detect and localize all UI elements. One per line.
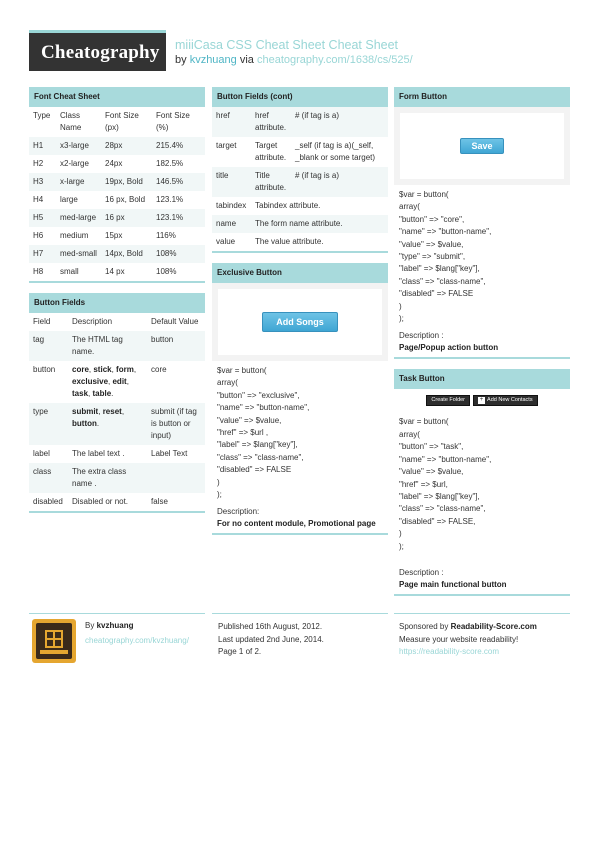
cell: submit, reset, button. bbox=[68, 403, 147, 445]
description-label: Description : bbox=[399, 331, 444, 341]
exclusive-button-section bbox=[212, 263, 388, 535]
table-header: Field bbox=[33, 317, 51, 326]
cell: large bbox=[60, 195, 78, 204]
description-value: For no content module, Promotional page bbox=[217, 519, 376, 529]
table-row bbox=[29, 137, 205, 155]
save-button[interactable]: Save bbox=[460, 138, 504, 154]
task-button-section bbox=[394, 369, 570, 595]
cell: _self (if tag is a)(_self, _blank or some target) bbox=[295, 141, 376, 162]
cell: type bbox=[29, 403, 68, 445]
table-row bbox=[29, 227, 205, 245]
table-row bbox=[29, 173, 205, 191]
description-value: Page main functional button bbox=[399, 579, 507, 589]
cell: class bbox=[29, 463, 68, 493]
cell bbox=[147, 463, 205, 493]
table-header: Font Size (px) bbox=[105, 111, 139, 132]
cell: The form name attribute. bbox=[251, 215, 388, 233]
cell: x2-large bbox=[60, 159, 89, 168]
table-row bbox=[212, 107, 388, 137]
cell: 146.5% bbox=[152, 173, 205, 191]
cell: Title attribute. bbox=[251, 167, 291, 197]
font-cheat-sheet-section bbox=[29, 87, 205, 283]
cell: x-large bbox=[56, 173, 101, 191]
cell: target bbox=[216, 141, 237, 150]
cell: core, stick, form, exclusive, edit, task, table. bbox=[72, 365, 137, 398]
table-row bbox=[29, 331, 205, 361]
table-row bbox=[29, 361, 205, 403]
footer-publish-info: Published 16th August, 2012. Last updated 2nd June, 2014. Page 1 of 2. bbox=[218, 622, 324, 656]
cell: 15px bbox=[105, 231, 123, 240]
cell: 123.1% bbox=[152, 209, 205, 227]
cell: tag bbox=[29, 331, 68, 361]
cell: false bbox=[151, 497, 168, 506]
cell: # (if tag is a) bbox=[291, 167, 388, 197]
cell: 14 px bbox=[105, 267, 125, 276]
cell: Tabindex attribute. bbox=[255, 201, 321, 210]
font-table bbox=[29, 107, 205, 281]
description-value: Page/Popup action button bbox=[399, 343, 499, 353]
cell: 215.4% bbox=[152, 137, 205, 155]
section-title: Font Cheat Sheet bbox=[29, 87, 205, 107]
sheet-link[interactable]: cheatography.com/1638/cs/525/ bbox=[256, 54, 413, 66]
code-block: $var = button( array( "button" => "task", "name" => "button-name", "value" => $value, "href" => $url, "label" => $lang["key"], "class" => "class-name", "disabled" => FALSE, ) ); bbox=[399, 417, 492, 551]
table-row bbox=[29, 209, 205, 227]
table-row bbox=[29, 403, 205, 445]
create-folder-button[interactable]: Create Folder bbox=[426, 395, 470, 406]
button-demo bbox=[394, 389, 570, 412]
table-header: Type bbox=[33, 111, 51, 120]
table-header: Class Name bbox=[60, 111, 82, 132]
cell: href bbox=[212, 107, 251, 137]
cell: 24px bbox=[105, 159, 123, 168]
cell: H2 bbox=[33, 159, 44, 168]
table-header-row bbox=[29, 313, 205, 331]
table-row bbox=[29, 263, 205, 281]
table-row bbox=[29, 155, 205, 173]
table-header: Description bbox=[72, 317, 113, 326]
table-row bbox=[29, 493, 205, 511]
cell: name bbox=[212, 215, 251, 233]
section-title: Form Button bbox=[394, 87, 570, 107]
byline-by: by bbox=[175, 54, 187, 66]
cell: H1 bbox=[29, 137, 56, 155]
footer-divider bbox=[29, 613, 205, 614]
author-link[interactable]: kvzhuang bbox=[189, 54, 237, 66]
footer-sponsor: Sponsored by Readability-Score.com Measure your website readability! https://readability-score.com bbox=[399, 621, 537, 659]
cell: Target attribute. bbox=[255, 141, 287, 162]
table-row bbox=[212, 233, 388, 251]
section-title: Exclusive Button bbox=[212, 263, 388, 283]
table-row bbox=[212, 137, 388, 167]
form-button-section bbox=[394, 87, 570, 359]
sponsor-name[interactable]: Readability-Score.com bbox=[450, 622, 537, 631]
column-1 bbox=[29, 87, 205, 523]
table-row bbox=[29, 463, 205, 493]
cell: 19px, Bold bbox=[101, 173, 152, 191]
footer-divider bbox=[212, 613, 388, 614]
cell: Label Text bbox=[151, 449, 188, 458]
cell: small bbox=[60, 267, 79, 276]
button-demo bbox=[394, 107, 570, 185]
cell: The HTML tag name. bbox=[68, 331, 147, 361]
byline bbox=[175, 54, 413, 66]
table-row bbox=[212, 197, 388, 215]
cell: x3-large bbox=[56, 137, 101, 155]
cell: button bbox=[147, 331, 205, 361]
button-fields-section bbox=[29, 293, 205, 513]
table-header-row bbox=[29, 107, 205, 137]
author-avatar[interactable] bbox=[32, 619, 76, 663]
column-3 bbox=[394, 87, 570, 606]
page-title: miiiCasa CSS Cheat Sheet Cheat Sheet bbox=[175, 38, 399, 52]
cell: href attribute. bbox=[251, 107, 291, 137]
cell: The extra class name . bbox=[68, 463, 147, 493]
plus-icon: + bbox=[479, 396, 484, 403]
cell: 16 px, Bold bbox=[105, 195, 146, 204]
byline-via: via bbox=[239, 54, 254, 66]
cell: 16 px bbox=[101, 209, 152, 227]
table-row bbox=[29, 191, 205, 209]
description-label: Description : bbox=[399, 567, 444, 577]
cell: H4 bbox=[33, 195, 44, 204]
cell: # (if tag is a) bbox=[291, 107, 388, 137]
section-title: Task Button bbox=[394, 369, 570, 389]
section-title: Button Fields (cont) bbox=[212, 87, 388, 107]
logo-text: Cheatography bbox=[41, 42, 160, 63]
cell: 28px bbox=[101, 137, 152, 155]
cell: 108% bbox=[156, 267, 177, 276]
cell: H8 bbox=[33, 267, 44, 276]
cell: core bbox=[151, 365, 167, 374]
cell: H7 bbox=[29, 245, 56, 263]
cell: medium bbox=[60, 231, 89, 240]
cell: 116% bbox=[156, 231, 176, 240]
footer-author-name[interactable]: kvzhuang bbox=[96, 621, 134, 630]
sponsor-link[interactable]: https://readability-score.com bbox=[399, 647, 500, 656]
table-header: Default Value bbox=[151, 317, 199, 326]
cell: H3 bbox=[29, 173, 56, 191]
cell: value bbox=[216, 237, 236, 246]
footer-divider bbox=[394, 613, 570, 614]
button-fields-cont-section bbox=[212, 87, 388, 253]
add-new-contacts-button[interactable]: + Add New Contacts bbox=[473, 395, 538, 406]
code-block: $var = button( array( "button" => "core", "name" => "button-name", "value" => $value, "type" => "submit", "label" => $lang["key"], "class" => "class-name", "disabled" => FALSE ) ); bbox=[399, 190, 492, 324]
cell: The value attribute. bbox=[255, 237, 324, 246]
cell: Disabled or not. bbox=[72, 497, 129, 506]
cell: submit (if tag is button or input) bbox=[147, 403, 205, 445]
button-demo bbox=[212, 283, 388, 361]
cheatography-logo[interactable] bbox=[29, 30, 166, 71]
cell: title bbox=[212, 167, 251, 197]
table-row bbox=[29, 245, 205, 263]
footer-author-link[interactable]: cheatography.com/kvzhuang/ bbox=[85, 636, 189, 645]
cell: H6 bbox=[33, 231, 44, 240]
cell: label bbox=[33, 449, 50, 458]
code-block: $var = button( array( "button" => "exclusive", "name" => "button-name", "value" => $value, "href" => $url , "label" => $lang["key"], "class" => "class-name", "disabled" => FALSE ) ); bbox=[217, 366, 310, 500]
description-label: Description: bbox=[217, 507, 260, 517]
button-fields-table bbox=[29, 313, 205, 511]
column-2 bbox=[212, 87, 388, 545]
table-row bbox=[212, 167, 388, 197]
cell: 108% bbox=[152, 245, 205, 263]
cell: 14px, Bold bbox=[101, 245, 152, 263]
button-fields-cont-table bbox=[212, 107, 388, 251]
cell: 123.1% bbox=[156, 195, 184, 204]
table-row bbox=[212, 215, 388, 233]
add-songs-button[interactable]: Add Songs bbox=[262, 312, 338, 332]
table-row bbox=[29, 445, 205, 463]
cell: med-large bbox=[56, 209, 101, 227]
cell: tabindex bbox=[216, 201, 247, 210]
table-header: Font Size (%) bbox=[156, 111, 190, 132]
cell: 182.5% bbox=[156, 159, 184, 168]
cell: button bbox=[33, 365, 56, 374]
section-title: Button Fields bbox=[29, 293, 205, 313]
cell: med-small bbox=[56, 245, 101, 263]
cell: disabled bbox=[33, 497, 63, 506]
cell: The label text . bbox=[72, 449, 125, 458]
footer-author: By kvzhuang bbox=[85, 621, 134, 630]
cell: H5 bbox=[29, 209, 56, 227]
